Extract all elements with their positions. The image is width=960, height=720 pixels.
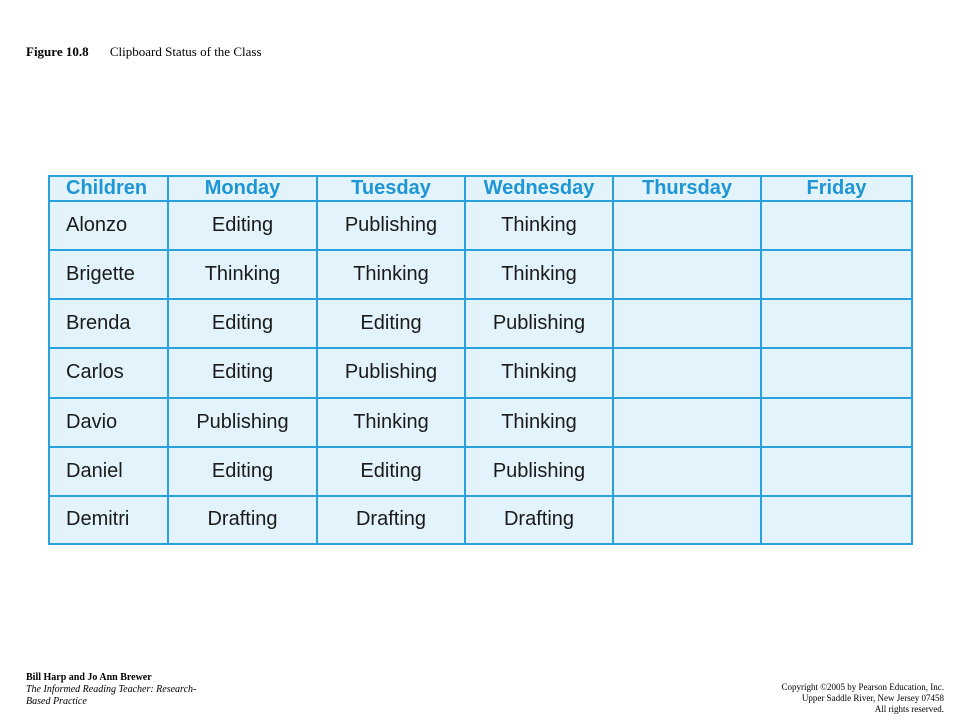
status-cell: Drafting <box>465 496 613 543</box>
status-cell <box>761 398 911 447</box>
child-name: Carlos <box>50 348 168 397</box>
status-cell <box>761 496 911 543</box>
copyright-line: Copyright ©2005 by Pearson Education, Inc. <box>781 682 944 692</box>
figure-title: Clipboard Status of the Class <box>109 44 262 59</box>
status-cell <box>613 496 761 543</box>
status-cell: Thinking <box>465 250 613 299</box>
header-children: Children <box>50 177 168 201</box>
status-cell: Drafting <box>317 496 465 543</box>
child-name: Brigette <box>50 250 168 299</box>
footer-book-title-line2: Based Practice <box>26 696 87 707</box>
status-cell <box>613 299 761 348</box>
figure-caption <box>26 44 262 60</box>
child-name: Daniel <box>50 447 168 496</box>
status-cell: Thinking <box>168 250 317 299</box>
status-cell <box>761 250 911 299</box>
header-friday: Friday <box>761 177 911 201</box>
status-cell: Drafting <box>168 496 317 543</box>
figure-number: Figure 10.8 <box>26 44 89 59</box>
status-cell: Editing <box>168 447 317 496</box>
child-name: Davio <box>50 398 168 447</box>
status-cell <box>761 299 911 348</box>
status-cell: Publishing <box>465 299 613 348</box>
footer-citation <box>26 672 256 708</box>
table-row <box>50 348 911 397</box>
status-cell: Editing <box>168 299 317 348</box>
table-row <box>50 201 911 250</box>
child-name: Demitri <box>50 496 168 543</box>
status-cell: Editing <box>317 299 465 348</box>
table-row <box>50 299 911 348</box>
header-wednesday: Wednesday <box>465 177 613 201</box>
status-cell <box>761 447 911 496</box>
copyright-rights: All rights reserved. <box>874 704 944 714</box>
status-cell <box>613 250 761 299</box>
header-thursday: Thursday <box>613 177 761 201</box>
status-cell <box>613 201 761 250</box>
table-row <box>50 250 911 299</box>
table-row <box>50 447 911 496</box>
status-cell: Thinking <box>465 398 613 447</box>
footer-authors: Bill Harp and Jo Ann Brewer <box>26 672 152 683</box>
header-tuesday: Tuesday <box>317 177 465 201</box>
child-name: Alonzo <box>50 201 168 250</box>
status-cell: Publishing <box>317 348 465 397</box>
header-row <box>50 177 911 201</box>
clipboard-status-table <box>48 175 913 545</box>
copyright-address: Upper Saddle River, New Jersey 07458 <box>801 693 944 703</box>
table-row <box>50 496 911 543</box>
status-cell <box>613 348 761 397</box>
table-row <box>50 398 911 447</box>
header-monday: Monday <box>168 177 317 201</box>
footer-book-title-line1: The Informed Reading Teacher: Research- <box>26 684 197 695</box>
status-cell: Thinking <box>317 398 465 447</box>
status-cell: Thinking <box>465 201 613 250</box>
status-cell: Editing <box>168 201 317 250</box>
footer-copyright <box>781 682 944 715</box>
child-name: Brenda <box>50 299 168 348</box>
status-cell <box>761 348 911 397</box>
status-cell: Editing <box>168 348 317 397</box>
status-cell: Publishing <box>168 398 317 447</box>
status-cell: Thinking <box>317 250 465 299</box>
status-cell: Publishing <box>317 201 465 250</box>
status-cell: Editing <box>317 447 465 496</box>
status-cell <box>613 447 761 496</box>
status-cell <box>613 398 761 447</box>
status-cell <box>761 201 911 250</box>
status-cell: Publishing <box>465 447 613 496</box>
status-cell: Thinking <box>465 348 613 397</box>
status-table <box>50 177 911 543</box>
